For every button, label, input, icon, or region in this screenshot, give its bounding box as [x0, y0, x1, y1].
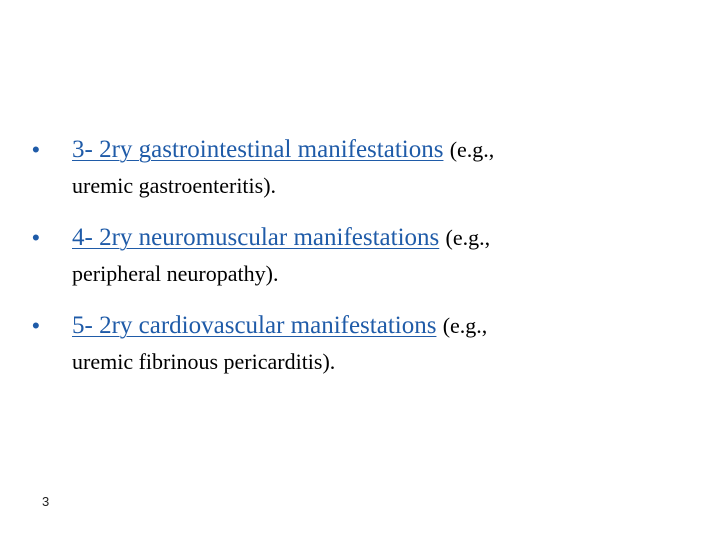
- bullet-example-open: (e.g.,: [442, 313, 488, 338]
- bullet-marker: •: [32, 137, 40, 162]
- bullet-example-open: (e.g.,: [449, 137, 495, 162]
- bullet-list: [28, 132, 708, 396]
- bullet-marker: •: [32, 225, 40, 250]
- bullet-item-cardiovascular: [28, 308, 708, 378]
- bullet-line-1: [72, 132, 708, 168]
- bullet-line-1: [72, 220, 708, 256]
- bullet-example-open: (e.g.,: [445, 225, 491, 250]
- bullet-marker: •: [32, 313, 40, 338]
- bullet-heading: 4- 2ry neuromuscular manifestations: [72, 224, 440, 251]
- bullet-example-text: uremic gastroenteritis).: [72, 173, 277, 198]
- page-number: 3: [42, 494, 50, 509]
- bullet-line-1: [72, 308, 708, 344]
- bullet-item-gastrointestinal: [28, 132, 708, 202]
- bullet-heading: 5- 2ry cardiovascular manifestations: [72, 312, 437, 339]
- bullet-example-text: uremic fibrinous pericarditis).: [72, 349, 336, 374]
- bullet-example-text: peripheral neuropathy).: [72, 261, 279, 286]
- bullet-heading: 3- 2ry gastrointestinal manifestations: [72, 136, 444, 163]
- bullet-item-neuromuscular: [28, 220, 708, 290]
